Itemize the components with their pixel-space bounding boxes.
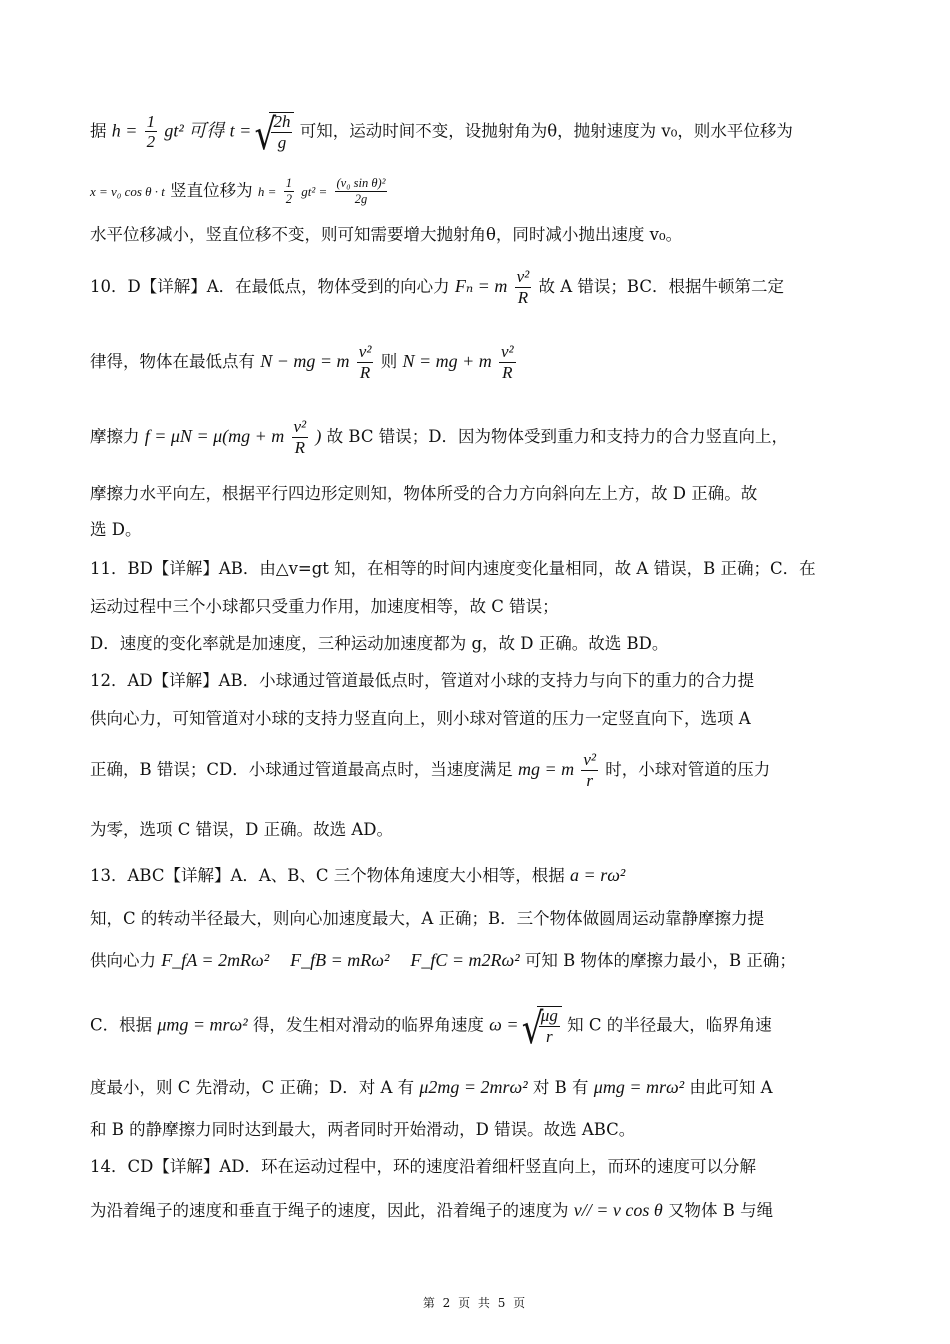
formula: h =	[257, 184, 277, 200]
text: 可知 B 物体的摩擦力最小，B 正确；	[524, 951, 796, 970]
numerator: 1	[285, 176, 292, 190]
text: 摩擦力	[90, 427, 140, 447]
text: 知 C 的半径最大，临界角速	[567, 1015, 772, 1035]
text-line-4	[90, 268, 862, 307]
text-line-5	[90, 343, 862, 382]
formula: gt² 可得	[164, 120, 225, 141]
formula: F_fC = m2Rω²	[410, 950, 520, 970]
formula: Fₙ = m	[454, 276, 508, 297]
formula: μmg = mrω²	[157, 1014, 248, 1035]
text-line-1	[90, 112, 862, 152]
text: 故 BC 错误；D．因为物体受到重力和支持力的合力竖直向上，	[326, 427, 788, 447]
formula: x = v₀ cos θ · t	[90, 184, 165, 200]
text-line-8: 选 D。	[90, 520, 142, 539]
text: 由此可知 A	[689, 1078, 773, 1097]
text-line-17: 知，C 的转动半径最大，则向心加速度最大，A 正确；B．三个物体做圆周运动靠静摩擦力提	[90, 909, 765, 928]
formula: t =	[229, 120, 252, 141]
fraction	[335, 177, 388, 206]
denominator: 2g	[354, 191, 368, 206]
text-line-16	[90, 866, 862, 885]
text-line-6	[90, 418, 862, 457]
formula: ω =	[489, 1014, 519, 1035]
formula: μmg = mrω²	[593, 1077, 685, 1097]
denominator: R	[294, 437, 306, 457]
numerator: v²	[501, 342, 514, 361]
numerator: √ μg	[540, 1006, 558, 1025]
numerator: 1	[146, 111, 156, 131]
fraction	[292, 418, 309, 457]
denominator: R	[359, 362, 371, 382]
text-line-13: 供向心力，可知管道对小球的支持力竖直向上，则小球对管道的压力一定竖直向下，选项 A	[90, 709, 751, 728]
formula: v// = v cos θ	[573, 1200, 663, 1220]
text: C．根据	[90, 1015, 153, 1035]
text: 时，小球对管道的压力	[605, 760, 771, 780]
text: 得，发生相对滑动的临界角速度	[252, 1015, 484, 1035]
formula: f = μN = μ(mg + m	[144, 426, 285, 447]
text: 供向心力	[90, 951, 156, 970]
formula: a = rω²	[570, 865, 626, 885]
text-line-10: 运动过程中三个小球都只受重力作用，加速度相等，故 C 错误；	[90, 597, 559, 616]
formula: N = mg + m	[402, 351, 492, 372]
numerator: v²	[516, 267, 530, 286]
text-line-21: 和 B 的静摩擦力同时达到最大，两者同时开始滑动，D 错误。故选 ABC。	[90, 1120, 636, 1139]
denominator: 2	[146, 132, 156, 152]
text-line-23	[90, 1201, 862, 1220]
text-line-15: 为零，选项 C 错误，D 正确。故选 AD。	[90, 820, 393, 839]
text: 又物体 B 与绳	[667, 1201, 774, 1220]
text-line-14	[90, 751, 862, 790]
denominator: R	[502, 362, 513, 382]
square-root	[524, 1006, 562, 1046]
numerator: (v₀ sin θ)²	[336, 176, 386, 190]
text-line-2	[90, 177, 862, 206]
text: 为沿着绳子的速度和垂直于绳子的速度，因此，沿着绳子的速度为	[90, 1201, 569, 1220]
text-line-12: 12．AD【详解】AB．小球通过管道最低点时，管道对小球的支持力与向下的重力的合力提	[90, 671, 755, 690]
text: 律得，物体在最低点有	[90, 352, 255, 372]
fraction	[539, 1007, 560, 1046]
fraction	[499, 343, 516, 382]
numerator: v²	[583, 750, 597, 769]
text-line-19	[90, 1006, 862, 1046]
formula: h =	[111, 120, 138, 141]
text: 度最小，则 C 先滑动，C 正确；D．对 A 有	[90, 1078, 415, 1097]
denominator: R	[517, 287, 529, 307]
numerator: v²	[293, 417, 307, 436]
text: 据	[90, 121, 107, 141]
formula: )	[315, 426, 322, 447]
text-line-22: 14．CD【详解】AD．环在运动过程中，环的速度沿着细杆竖直向上，而环的速度可以分解	[90, 1157, 756, 1176]
text: 可知，运动时间不变，设抛射角为θ，抛射速度为 v₀，则水平位移为	[299, 121, 793, 141]
text-line-7: 摩擦力水平向左，根据平行四边形定则知，物体所受的合力方向斜向左上方，故 D 正确。故	[90, 484, 758, 503]
page-footer: 第 2 页 共 5 页	[422, 1296, 528, 1310]
text: 则	[380, 352, 398, 372]
numerator: √ 2h	[273, 112, 291, 131]
denominator: r	[545, 1026, 553, 1046]
text-line-9: 11．BD【详解】AB．由△v=gt 知，在相等的时间内速度变化量相同，故 A 错误，B 正确；C．在	[90, 559, 816, 578]
formula: F_fA = 2mRω²	[161, 950, 270, 970]
text: 正确，B 错误；CD．小球通过管道最高点时，当速度满足	[90, 760, 513, 780]
fraction	[271, 113, 292, 152]
text: 故 A 错误；BC．根据牛顿第二定	[538, 277, 784, 297]
denominator: 2	[285, 191, 292, 206]
numerator: v²	[358, 342, 372, 361]
text-line-20	[90, 1078, 862, 1097]
fraction	[357, 343, 374, 382]
formula: μ2mg = 2mrω²	[419, 1077, 528, 1097]
denominator: g	[277, 132, 287, 152]
fraction	[515, 268, 532, 307]
formula: gt² =	[301, 184, 328, 200]
denominator: r	[586, 770, 594, 790]
text-line-11: D．速度的变化率就是加速度，三种运动加速度都为 g，故 D 正确。故选 BD。	[90, 634, 669, 653]
text-line-18	[90, 951, 862, 970]
formula: F_fB = mRω²	[290, 950, 390, 970]
fraction	[581, 751, 598, 790]
fraction	[145, 113, 158, 152]
text: 13．ABC【详解】A．A、B、C 三个物体角速度大小相等，根据	[90, 866, 565, 885]
text-line-3: 水平位移减小，竖直位移不变，则可知需要增大抛射角θ，同时减小抛出速度 v₀。	[90, 225, 683, 244]
text: 10．D【详解】A．在最低点，物体受到的向心力	[90, 277, 450, 297]
text: 对 B 有	[532, 1078, 589, 1097]
square-root	[256, 112, 294, 152]
text: 竖直位移为	[170, 181, 253, 201]
fraction	[284, 177, 294, 206]
formula: mg = m	[517, 759, 575, 780]
formula: N − mg = m	[260, 351, 350, 372]
